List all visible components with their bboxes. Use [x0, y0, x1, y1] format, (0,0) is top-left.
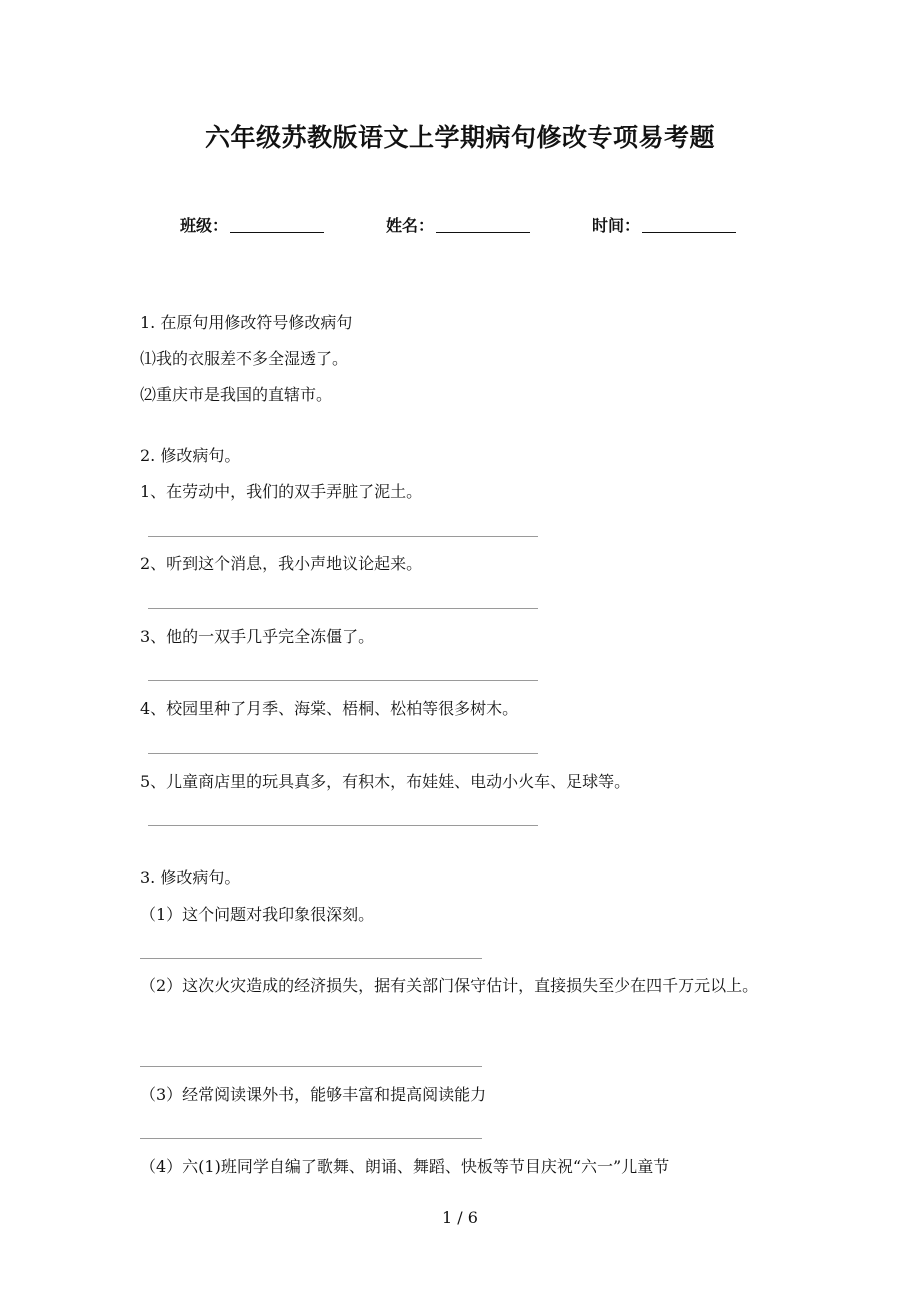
class-blank[interactable] [230, 216, 324, 233]
class-field [180, 213, 324, 236]
q3-heading: 3. 修改病句。 [140, 868, 241, 887]
q3-item: （1）这个问题对我印象很深刻。 [140, 905, 375, 924]
name-label: 姓名： [386, 216, 435, 235]
answer-line[interactable] [140, 1066, 482, 1067]
q3-item: （3）经常阅读课外书，能够丰富和提高阅读能力 [140, 1085, 487, 1104]
q1-item: ⑵重庆市是我国的直辖市。 [140, 385, 333, 404]
q3-item: （4）六(1)班同学自编了歌舞、朗诵、舞蹈、快板等节目庆祝“六一”儿童节 [140, 1157, 670, 1176]
answer-line[interactable] [148, 536, 538, 537]
answer-line[interactable] [148, 608, 538, 609]
answer-line[interactable] [148, 825, 538, 826]
q1-heading: 1. 在原句用修改符号修改病句 [140, 313, 353, 332]
q2-item: 1、在劳动中，我们的双手弄脏了泥土。 [140, 482, 423, 501]
answer-line[interactable] [148, 680, 538, 681]
page-number: 1 / 6 [442, 1208, 478, 1227]
time-field [592, 213, 736, 236]
q2-item: 5、儿童商店里的玩具真多，有积木，布娃娃、电动小火车、足球等。 [140, 772, 631, 791]
q3-item: （2）这次火灾造成的经济损失，据有关部门保守估计，直接损失至少在四千万元以上。 [140, 976, 759, 995]
class-label: 班级： [180, 216, 229, 235]
time-label: 时间： [592, 216, 641, 235]
q1-item: ⑴我的衣服差不多全湿透了。 [140, 349, 349, 368]
q2-item: 2、听到这个消息，我小声地议论起来。 [140, 554, 423, 573]
page-title: 六年级苏教版语文上学期病句修改专项易考题 [204, 123, 715, 152]
q2-item: 4、校园里种了月季、海棠、梧桐、松柏等很多树木。 [140, 699, 519, 718]
answer-line[interactable] [140, 958, 482, 959]
time-blank[interactable] [642, 216, 736, 233]
answer-line[interactable] [148, 753, 538, 754]
q2-item: 3、他的一双手几乎完全冻僵了。 [140, 627, 375, 646]
answer-line[interactable] [140, 1138, 482, 1139]
name-field [386, 213, 530, 236]
q2-heading: 2. 修改病句。 [140, 446, 241, 465]
name-blank[interactable] [436, 216, 530, 233]
